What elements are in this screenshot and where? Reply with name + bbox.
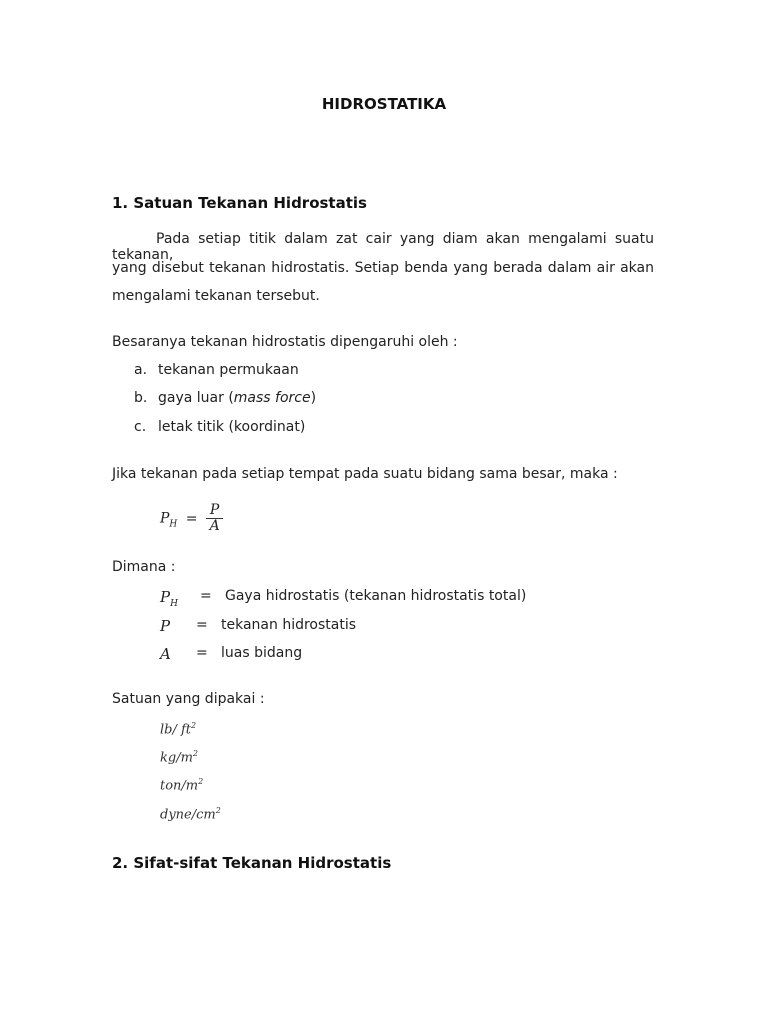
where-label: Dimana : [112,559,176,575]
list-marker: a. [134,362,148,378]
formula-fraction [206,503,223,534]
list-text-italic: mass force [233,390,311,406]
list-item [134,390,317,406]
definition-row [160,645,303,663]
list-text-after: ) [310,390,317,406]
list-marker: c. [134,419,147,435]
definition-symbol: $P_H$ [160,588,178,609]
units-label: Satuan yang dipakai : [112,691,265,707]
definition-row [160,617,357,635]
definition-symbol: P [160,617,171,635]
list-item [134,362,299,378]
unit-item: lb/ $ft^2$ [160,721,197,738]
unit-item: dyne/$cm^2$ [160,806,221,823]
section-1-heading: 1. Satuan Tekanan Hidrostatis [112,194,367,212]
unit-item: $kg/m^2$ [160,749,198,766]
list-marker: b. [134,390,148,406]
definition-symbol: A [160,645,171,663]
definition-text: luas bidang [221,645,303,661]
paragraph-line-3: mengalami tekanan tersebut. [112,288,320,304]
definition-text: Gaya hidrostatis (tekanan hidrostatis total) [225,588,527,604]
list-text: letak titik (koordinat) [158,419,306,435]
definition-equals: = [196,645,208,661]
formula-lhs: P [160,510,170,527]
formula-equals: = [185,510,198,527]
paragraph-line-2: yang disebut tekanan hidrostatis. Setiap benda yang berada dalam air akan [112,260,654,276]
definition-row [160,588,527,609]
formula-lhs-sub: H [169,519,178,530]
condition-text: Jika tekanan pada setiap tempat pada suatu bidang sama besar, maka : [112,466,618,482]
influence-intro: Besaranya tekanan hidrostatis dipengaruhi oleh : [112,334,458,350]
definition-equals: = [200,588,212,604]
definition-equals: = [196,617,208,633]
list-text-group [158,390,316,406]
formula-numerator: P [206,503,223,519]
formula-denominator: A [209,518,220,534]
list-text: gaya luar ( [158,390,234,406]
unit-item: ton/$m^2$ [160,777,204,794]
page-title: HIDROSTATIKA [321,95,447,113]
list-item [134,419,306,435]
formula [160,503,223,534]
section-2-heading: 2. Sifat-sifat Tekanan Hidrostatis [112,854,392,872]
list-text: tekanan permukaan [158,362,299,378]
paragraph-line-1: Pada setiap titik dalam zat cair yang diam akan mengalami suatu tekanan, [112,231,654,263]
definition-text: tekanan hidrostatis [221,617,357,633]
